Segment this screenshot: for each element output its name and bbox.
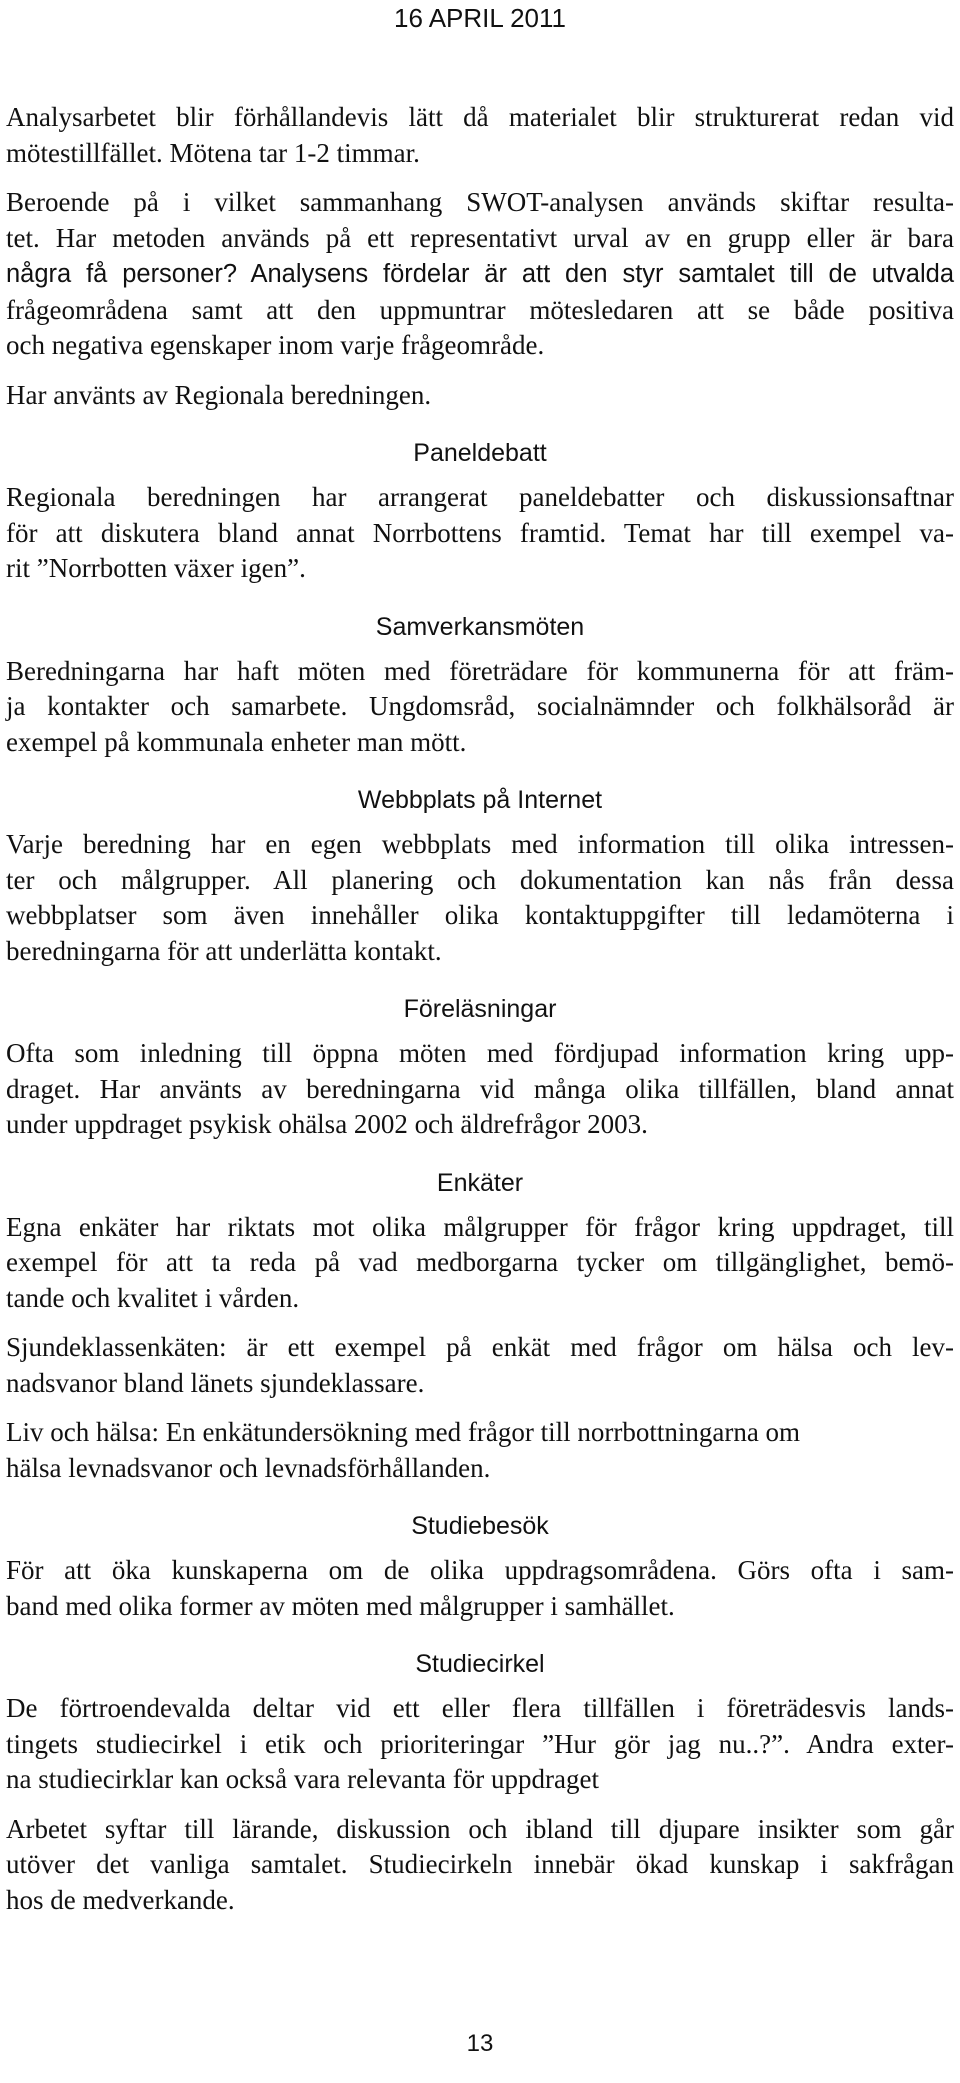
text-line <box>6 256 954 293</box>
page-content <box>6 100 954 1932</box>
paragraph-used-by <box>6 378 954 414</box>
text-line: Egna enkäter har riktats mot olika målgrupper för frågor kring uppdraget, till <box>6 1211 954 1242</box>
text-line: exempel för att ta reda på vad medborgarna tycker om tillgänglighet, bemö- <box>6 1247 954 1277</box>
text-line: mötestillfället. Mötena tar 1-2 timmar. <box>6 137 420 168</box>
text-line: De förtroendevalda deltar vid ett eller flera tillfällen i företrädesvis lands- <box>6 1693 954 1723</box>
text-line: rit ”Norrbotten växer igen”. <box>6 553 306 583</box>
text-line: exempel på kommunala enheter man mött. <box>6 726 467 757</box>
paragraph-webbplats <box>6 827 954 969</box>
section-heading-studiebesok: Studiebesök <box>411 1512 549 1540</box>
paragraph-analysis <box>6 100 954 171</box>
text-line: Varje beredning har en egen webbplats med information till olika intressen- <box>6 829 954 859</box>
section-heading-webbplats: Webbplats på Internet <box>357 786 603 814</box>
paragraph-swot <box>6 185 954 364</box>
text-line: för att diskutera bland annat Norrbottens framtid. Temat har till exempel va- <box>6 517 954 548</box>
text-line: webbplatser som även innehåller olika kontaktuppgifter till ledamöterna i <box>6 900 954 930</box>
text-line: Analysarbetet blir förhållandevis lätt då materialet blir strukturerat redan vid <box>6 102 954 132</box>
text-line: na studiecirklar kan också vara relevanta för uppdraget <box>6 1764 599 1794</box>
text-line: tet. Har metoden används på ett representativt urval av en grupp eller är bara <box>6 222 954 253</box>
text-line: Beroende på i vilket sammanhang SWOT-analysen används skiftar resulta- <box>6 187 954 217</box>
text-line: nadsvanor bland länets sjundeklassare. <box>6 1367 425 1398</box>
text-line: Beredningarna har haft möten med företrädare för kommunerna för att främ- <box>6 655 954 686</box>
header-date: 16 APRIL 2011 <box>393 3 567 33</box>
page-number: 13 <box>466 2030 494 2057</box>
text-line: frågeområdena samt att den uppmuntrar mötesledaren att se både positiva <box>6 294 954 325</box>
paragraph-studiebesok <box>6 1553 954 1624</box>
text-line: För att öka kunskaperna om de olika uppdragsområdena. Görs ofta i sam- <box>6 1555 954 1585</box>
text-line: Sjundeklassenkäten: är ett exempel på enkät med frågor om hälsa och lev- <box>6 1332 954 1362</box>
text-line: tingets studiecirkel i etik och prioriteringar ”Hur gör jag nu..?”. Andra exter- <box>6 1728 954 1759</box>
paragraph-paneldebatt <box>6 480 954 587</box>
text-line: Arbetet syftar till lärande, diskussion och ibland till djupare insikter som går <box>6 1813 954 1844</box>
text-line: ter och målgrupper. All planering och dokumentation kan nås från dessa <box>6 864 954 895</box>
text-line: band med olika former av möten med målgrupper i samhället. <box>6 1590 675 1621</box>
text-fragment: några få personer? <box>6 260 238 288</box>
section-heading-enkater: Enkäter <box>436 1168 524 1197</box>
paragraph-samverkansmoten <box>6 654 954 761</box>
text-line: Ofta som inledning till öppna möten med fördjupad information kring upp- <box>6 1038 954 1068</box>
section-heading-forelasningar: Föreläsningar <box>403 995 557 1023</box>
text-line: under uppdraget psykisk ohälsa 2002 och äldrefrågor 2003. <box>6 1109 648 1139</box>
text-line: beredningarna för att underlätta kontakt. <box>6 935 442 966</box>
text-line: Regionala beredningen har arrangerat paneldebatter och diskussionsaftnar <box>6 482 954 512</box>
text-line: hos de medverkande. <box>6 1884 235 1915</box>
text-line: draget. Har använts av beredningarna vid många olika tillfällen, bland annat <box>6 1073 954 1104</box>
text-line: och negativa egenskaper inom varje frågeområde. <box>6 330 545 360</box>
paragraph-enkater <box>6 1210 954 1317</box>
paragraph-studiecirkel <box>6 1691 954 1798</box>
text-line: ja kontakter och samarbete. Ungdomsråd, socialnämnder och folkhälsoråd är <box>6 691 954 721</box>
text-line: utöver det vanliga samtalet. Studiecirkeln innebär ökad kunskap i sakfrågan <box>6 1849 954 1879</box>
text-line: Har använts av Regionala beredningen. <box>6 379 432 410</box>
section-heading-samverkansmoten: Samverkansmöten <box>375 612 585 641</box>
paragraph-arbetet <box>6 1812 954 1919</box>
text-fragment: Analysens fördelar är att den styr samtalet till de utvalda <box>237 260 954 288</box>
paragraph-forelasningar <box>6 1036 954 1143</box>
paragraph-liv-och-halsa <box>6 1415 954 1486</box>
section-heading-studiecirkel: Studiecirkel <box>415 1650 545 1678</box>
section-heading-paneldebatt: Paneldebatt <box>413 439 547 467</box>
paragraph-sjundeklassenkaten <box>6 1330 954 1401</box>
text-line: tande och kvalitet i vården. <box>6 1282 300 1313</box>
text-line: Liv och hälsa: En enkätundersökning med frågor till norrbottningarna om <box>6 1417 801 1447</box>
text-line: hälsa levnadsvanor och levnadsförhållanden. <box>6 1452 491 1483</box>
